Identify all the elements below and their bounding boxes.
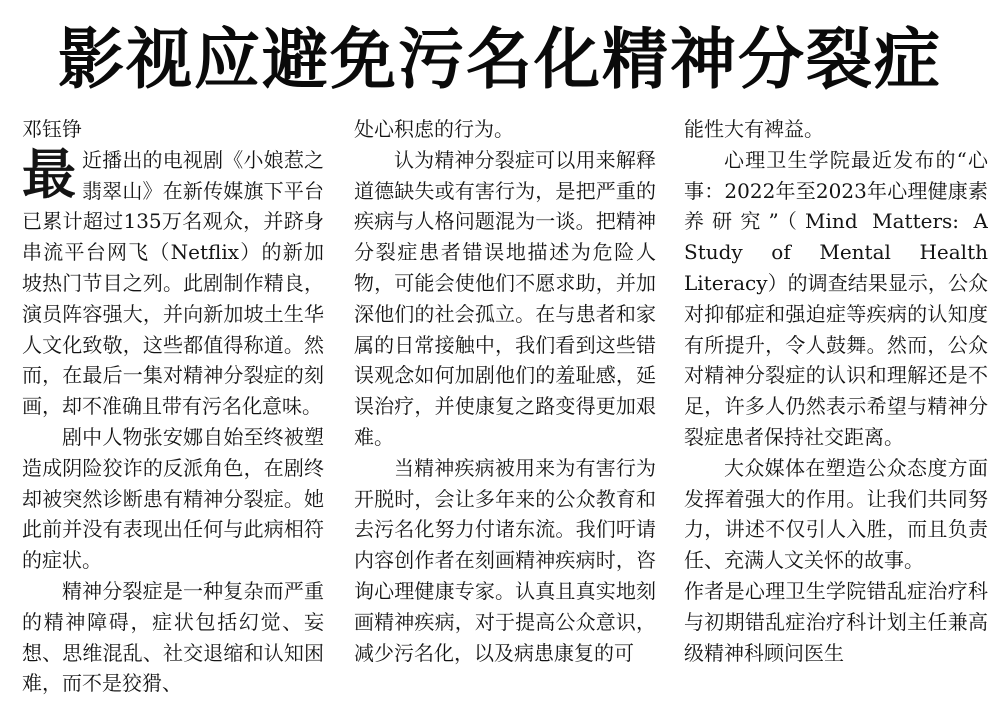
paragraph: 认为精神分裂症可以用来解释道德缺失或有害行为，是把严重的疾病与人格问题混为一谈。把精神分裂症患者错误地描述为危险人物，可能会使他们不愿求助，并加深他们的社会孤立。在与患者和家属的日常接触中，我们看到这些错误观念如何加剧他们的羞耻感，延误治疗，并使康复之路变得更加艰难。 [354, 147, 656, 449]
paragraph: 剧中人物张安娜自始至终被塑造成阴险狡诈的反派角色，在剧终却被突然诊断患有精神分裂症。她此前并没有表现出任何与此病相符的症状。 [22, 424, 324, 573]
paragraph: 精神分裂症是一种复杂而严重的精神障碍，症状包括幻觉、妄想、思维混乱、社交退缩和认知困难，而不是狡猾、 [22, 578, 324, 696]
paragraph: 处心积虑的行为。 [354, 117, 514, 141]
author-note: 作者是心理卫生学院错乱症治疗科与初期错乱症治疗科计划主任兼高级精神科顾问医生 [684, 578, 988, 665]
article-column-1 [22, 114, 324, 719]
paragraph-text: 近播出的电视剧《小娘惹之翡翠山》在新传媒旗下平台已累计超过135万名观众，并跻身串流平台网飞（Netflix）的新加坡热门节目之列。此剧制作精良，演员阵容强大，并向新加坡土生华人文化致敬，这些都值得称道。然而，在最后一集对精神分裂症的刻画，却不准确且带有污名化意味。 [22, 147, 324, 419]
headline: 影视应避免污名化精神分裂症 [58, 21, 942, 98]
paragraph: 心理卫生学院最近发布的“心事：2022年至2023年心理健康素养研究”（Mind Matters: A Study of Mental Health Literacy）的调查结果显示，公众对抑郁症和强迫症等疾病的认知度有所提升，令人鼓舞。然而，公众对精神分裂症的认识和理解还是不足，许多人仍然表示希望与精神分裂症患者保持社交距离。 [684, 147, 988, 449]
paragraph: 能性大有裨益。 [684, 117, 824, 141]
drop-cap: 最 [22, 142, 76, 206]
paragraph [22, 142, 324, 422]
paragraph: 大众媒体在塑造公众态度方面发挥着强大的作用。让我们共同努力，讲述不仅引人入胜，而且负责任、充满人文关怀的故事。 [684, 455, 988, 573]
article-column-3 [684, 114, 988, 719]
paragraph: 当精神疾病被用来为有害行为开脱时，会让多年来的公众教育和去污名化努力付诸东流。我们吁请内容创作者在刻画精神疾病时，咨询心理健康专家。认真且真实地刻画精神疾病，对于提高公众意识，减少污名化，以及病患康复的可 [354, 455, 656, 665]
article-column-2 [354, 114, 656, 719]
byline: 邓钰铮 [22, 117, 82, 141]
